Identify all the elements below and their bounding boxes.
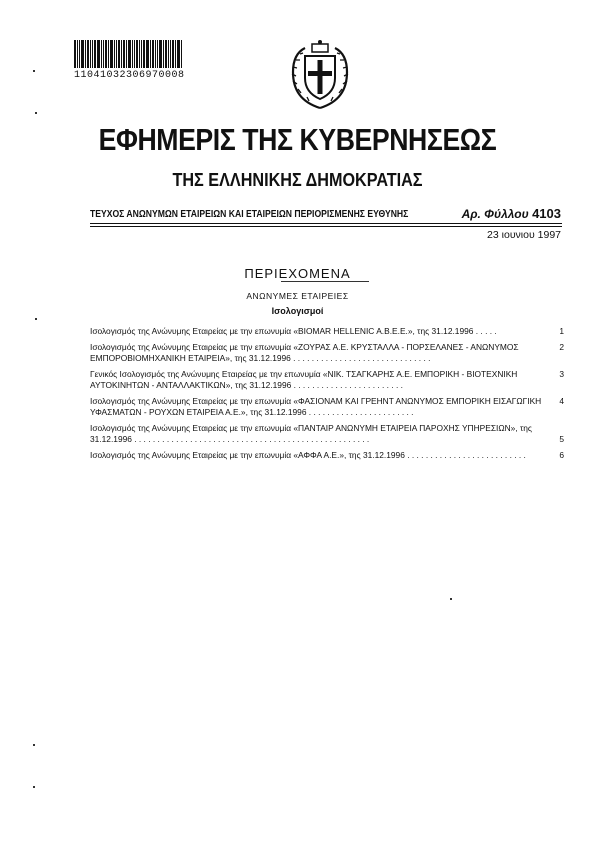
scan-mark bbox=[35, 318, 37, 320]
barcode-bar bbox=[123, 40, 125, 68]
scan-mark bbox=[35, 112, 37, 114]
barcode-bar bbox=[128, 40, 131, 68]
scan-mark bbox=[33, 786, 35, 788]
barcode-bar bbox=[134, 40, 135, 68]
entry-text: Ισολογισμός της Ανώνυμης Εταιρείας με την επωνυμία «BIOMAR HELLENIC A.B.E.E.», της 31.12.1996 . . . . . bbox=[90, 326, 497, 336]
barcode-bar bbox=[94, 40, 96, 68]
barcode bbox=[74, 40, 212, 68]
entry-page-number: 6 bbox=[559, 450, 564, 460]
barcode-bar bbox=[101, 40, 102, 68]
issue-type: ΤΕΥΧΟΣ ΑΝΩΝΥΜΩΝ ΕΤΑΙΡΕΙΩΝ ΚΑΙ ΕΤΑΙΡΕΙΩΝ ΠΕΡΙΟΡΙΣΜΕΝΗΣ ΕΥΘΥΝΗΣ bbox=[90, 208, 409, 220]
barcode-bar bbox=[97, 40, 100, 68]
scan-mark bbox=[33, 744, 35, 746]
sheet-number bbox=[462, 206, 561, 221]
barcode-bar bbox=[74, 40, 76, 68]
barcode-bar bbox=[103, 40, 104, 68]
scan-mark bbox=[33, 70, 35, 72]
scan-mark bbox=[450, 598, 452, 600]
coat-of-arms-icon bbox=[287, 38, 353, 110]
barcode-bar bbox=[181, 40, 182, 68]
barcode-bar bbox=[77, 40, 78, 68]
gazette-title: ΕΦΗΜΕΡΙΣ ΤΗΣ ΚΥΒΕΡΝΗΣΕΩΣ bbox=[98, 122, 497, 157]
entry-text: Ισολογισμός της Ανώνυμης Εταιρείας με την επωνυμία «ΠΑΝΤΑΙΡ ΑΝΩΝΥΜΗ ΕΤΑΙΡΕΙΑ ΠΑΡΟΧΗΣ ΥΠΗΡΕΣΙΩΝ», της 31.12.1996 . . . . . . . . . . . . . . . . . . . . . . . . . . . . . . . . . . . . . . . . . . . . . . . . . . . bbox=[90, 423, 532, 444]
header-rule-bottom bbox=[90, 226, 562, 227]
entry-page-number: 4 bbox=[559, 396, 564, 406]
barcode-bar bbox=[141, 40, 142, 68]
barcode-bar bbox=[175, 40, 176, 68]
barcode-bar bbox=[136, 40, 138, 68]
contents-entry bbox=[90, 369, 568, 391]
barcode-bar bbox=[114, 40, 115, 68]
barcode-bar bbox=[90, 40, 91, 68]
contents-entry bbox=[90, 450, 568, 461]
contents-entry bbox=[90, 326, 568, 337]
barcode-bar bbox=[126, 40, 127, 68]
issue-date: 23 ιουνιου 1997 bbox=[487, 229, 561, 241]
barcode-bar bbox=[132, 40, 133, 68]
barcode-bar bbox=[177, 40, 180, 68]
barcode-bar bbox=[170, 40, 171, 68]
contents-entry bbox=[90, 396, 568, 418]
barcode-bar bbox=[110, 40, 113, 68]
barcode-bar bbox=[152, 40, 154, 68]
barcode-bar bbox=[157, 40, 158, 68]
entry-text: Ισολογισμός της Ανώνυμης Εταιρείας με την επωνυμία «ΦΑΣΙΟΝΑΜ ΚΑΙ ΓΡΕΗΝΤ ΑΝΩΝΥΜΟΣ ΕΜΠΟΡΙΚΗ ΕΙΣΑΓΩΓΙΚΗ ΥΦΑΣΜΑΤΩΝ - ΡΟΥΧΩΝ ΕΤΑΙΡΕΙΑ Α.Ε.», της 31.12.1996 . . . . . . . . . . . . . . . . . . . . . . . bbox=[90, 396, 542, 417]
barcode-bar bbox=[146, 40, 149, 68]
entry-text: Ισολογισμός της Ανώνυμης Εταιρείας με την επωνυμία «ΑΦΦΑ Α.Ε.», της 31.12.1996 . . . . . . . . . . . . . . . . . . . . . . . . . . bbox=[90, 450, 526, 460]
barcode-bar bbox=[139, 40, 140, 68]
contents-underline bbox=[281, 281, 369, 282]
barcode-bar bbox=[163, 40, 164, 68]
barcode-bar bbox=[118, 40, 120, 68]
header-rule-top bbox=[90, 223, 562, 224]
barcode-bar bbox=[87, 40, 89, 68]
contents-entry bbox=[90, 423, 568, 445]
barcode-number: 11041032306970008 bbox=[74, 70, 185, 81]
contents-heading: ΠΕΡΙΕΧΟΜΕΝΑ bbox=[244, 266, 351, 281]
section-heading: ΑΝΩΝΥΜΕΣ ΕΤΑΙΡΕΙΕΣ bbox=[246, 291, 349, 301]
barcode-bar bbox=[92, 40, 93, 68]
barcode-bar bbox=[150, 40, 151, 68]
barcode-bar bbox=[172, 40, 174, 68]
barcode-bar bbox=[108, 40, 109, 68]
contents-entry bbox=[90, 342, 568, 364]
contents-list bbox=[90, 326, 568, 466]
entry-page-number: 1 bbox=[559, 326, 564, 336]
barcode-bar bbox=[81, 40, 84, 68]
barcode-bar bbox=[85, 40, 86, 68]
barcode-bar bbox=[116, 40, 117, 68]
entry-page-number: 3 bbox=[559, 369, 564, 379]
entry-page-number: 5 bbox=[559, 434, 564, 444]
gazette-subtitle: ΤΗΣ ΕΛΛΗΝΙΚΗΣ ΔΗΜΟΚΡΑΤΙΑΣ bbox=[172, 170, 423, 190]
barcode-bar bbox=[165, 40, 167, 68]
entry-page-number: 2 bbox=[559, 342, 564, 352]
barcode-bar bbox=[168, 40, 169, 68]
barcode-bar bbox=[159, 40, 162, 68]
subsection-heading: Ισολογισμοί bbox=[271, 306, 324, 316]
barcode-bar bbox=[143, 40, 145, 68]
barcode-bar bbox=[105, 40, 107, 68]
barcode-bar bbox=[121, 40, 122, 68]
entry-text: Γενικός Ισολογισμός της Ανώνυμης Εταιρείας με την επωνυμία «ΝΙΚ. ΤΣΑΓΚΑΡΗΣ Α.Ε. ΕΜΠΟΡΙΚΗ - ΒΙΟΤΕΧΝΙΚΗ ΑΥΤΟΚΙΝΗΤΩΝ - ΑΝΤΑΛΛΑΚΤΙΚΩΝ», της 31.12.1996 . . . . . . . . . . . . . . . . . . . . . . . . bbox=[90, 369, 518, 390]
sheet-value: 4103 bbox=[532, 206, 561, 221]
sheet-label: Αρ. Φύλλου bbox=[461, 207, 529, 221]
barcode-bar bbox=[79, 40, 80, 68]
entry-text: Ισολογισμός της Ανώνυμης Εταιρείας με την επωνυμία «ΖΟΥΡΑΣ Α.Ε. ΚΡΥΣΤΑΛΛΑ - ΠΟΡΣΕΛΑΝΕΣ - ΑΝΩΝΥΜΟΣ ΕΜΠΟΡΟΒΙΟΜΗΧΑΝΙΚΗ ΕΤΑΙΡΕΙΑ», της 31.12.1996 . . . . . . . . . . . . . . . . . . . . . . . . . . . . . . bbox=[90, 342, 519, 363]
barcode-bar bbox=[155, 40, 156, 68]
